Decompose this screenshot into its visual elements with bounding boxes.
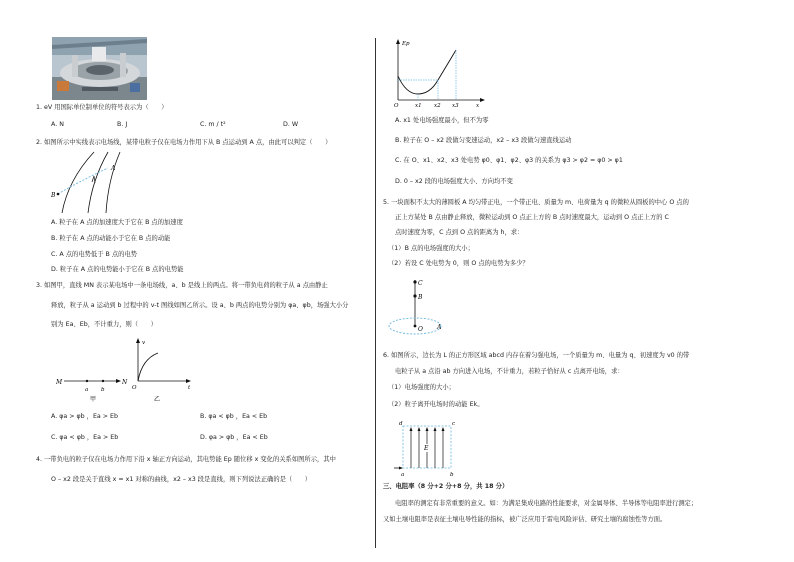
q3-stem-line2: 释放，粒子从 a 运动到 b 过程中的 v-t 图线如图乙所示。设 a、b 两点的电势分别为 φa、φb，场强大小分 — [51, 302, 349, 309]
q5-label-b: B — [418, 294, 423, 301]
q6-sub2: （2）粒子离开电场时的动能 Ek。 — [388, 401, 484, 408]
section3-heading: 三、电阻率（8 分+2 分+8 分，共 18 分） — [383, 483, 509, 490]
q6-label-e: E — [424, 445, 429, 452]
q4-label-x: x — [476, 103, 480, 109]
q3-label-t: t — [188, 385, 191, 391]
q5-stem-line3: 点时速度为零，C 点到 O 点的距离为 h，求： — [395, 229, 524, 236]
q4-stem-line1: 4. 一带负电的粒子仅在电场力作用下沿 x 轴正方向运动，其电势能 Ep 随位移 x 变化的关系如图所示，其中 — [36, 456, 336, 463]
q6-field-square-figure — [393, 418, 463, 478]
q3-label-o: O — [132, 385, 137, 391]
q3-label-jia: 甲 — [90, 396, 97, 403]
q4-option-d: D. 0 – x2 段的电场强度大小、方向均不变 — [395, 178, 513, 185]
q6-label-c: c — [452, 421, 456, 427]
q5-stem-line1: 5. 一块面积不太大的薄圆板 A 均匀带正电，一个带正电、质量为 m、电荷量为 q 的微粒从圆板的中心 O 点的 — [383, 199, 689, 206]
q5-label-a: A — [437, 324, 442, 331]
q6-label-d: d — [399, 421, 403, 427]
q2-label-b: B — [51, 192, 56, 199]
q3-stem-line1: 3. 如图甲，直线 MN 表示某电场中一条电场线，a、b 是线上的两点。将一带负电荷的粒子从 a 点由静止 — [36, 282, 328, 289]
q5-label-o: O — [418, 326, 423, 333]
q5-sub2: （2）若设 C 处电势为 0，则 O 点的电势为多少？ — [388, 260, 529, 267]
q4-option-b: B. 粒子在 O – x2 段做匀变速运动，x2 – x3 段做匀速直线运动 — [395, 137, 572, 144]
q3-option-b: B. φa < φb ，Ea < Eb — [200, 413, 268, 420]
q2-option-a: A. 粒子在 A 点的加速度大于它在 B 点的加速度 — [51, 219, 183, 226]
q3-label-n: N — [122, 379, 128, 386]
column-divider — [375, 38, 376, 548]
q3-label-m: M — [56, 379, 63, 386]
q4-label-x2: x2 — [434, 103, 441, 109]
q1-option-a: A. N — [51, 121, 64, 128]
q4-ep-x-graph — [390, 36, 490, 108]
q3-label-yi: 乙 — [154, 396, 161, 403]
q3-label-v: v — [142, 340, 146, 346]
q2-option-c: C. A 点的电势低于 B 点的电势 — [51, 251, 138, 258]
q4-label-o: O — [394, 103, 399, 109]
q1-option-c: C. m / t² — [200, 121, 226, 128]
q2-label-a: A — [111, 165, 116, 172]
q3-label-b: b — [101, 387, 105, 393]
q3-option-a: A. φa > φb ，Ea > Eb — [51, 413, 119, 420]
q1-option-d: D. W — [283, 121, 299, 128]
q3-option-d: D. φa > φb ，Ea < Eb — [200, 434, 268, 441]
q6-stem-line2: 电粒子从 a 点沿 ab 方向进入电场，不计重力，若粒子恰好从 c 点离开电场，求： — [395, 368, 624, 375]
q4-stem-line2: O – x2 段是关于直线 x = x1 对称的曲线，x2 – x3 段是直线，则下列说法正确的是（ ） — [51, 476, 312, 483]
q6-sub1: （1）电场强度的大小； — [388, 384, 455, 391]
q2-option-d: D. 粒子在 A 点的电势能小于它在 B 点的电势能 — [51, 266, 184, 273]
q3-stem-line3: 别为 Ea、Eb，不计重力，则（ ） — [51, 321, 157, 328]
q5-figure — [385, 276, 445, 338]
q4-option-a: A. x1 处电场强度最小，但不为零 — [395, 117, 489, 124]
q5-stem-line2: 正上方某处 B 点由静止释放，微粒运动到 O 点正上方的 B 点时速度最大，运动到 O 点正上方的 C — [395, 214, 669, 221]
q4-label-ep: Ep — [402, 41, 410, 47]
q2-stem: 2. 如图所示中实线表示电场线，某带电粒子仅在电场力作用下从 B 点运动到 A 点，由此可以判定（ ） — [36, 139, 332, 146]
factory-photo — [52, 37, 147, 100]
q6-label-a: a — [401, 472, 405, 478]
q1-stem: 1. eV 用国际单位制单位的符号表示为（ ） — [36, 104, 168, 111]
q1-option-b: B. J — [117, 121, 128, 128]
q4-label-x3: x3 — [452, 103, 459, 109]
q3-label-a: a — [85, 387, 89, 393]
q2-option-b: B. 粒子在 A 点的动能小于它在 B 点的动能 — [51, 235, 171, 242]
q4-option-c: C. 在 O、x1、x2、x3 处电势 φ0、φ1、φ2、φ3 的关系为 φ3 > φ2 = φ0 > φ1 — [395, 157, 623, 164]
q6-label-b: b — [450, 472, 454, 478]
q2-field-line-figure — [48, 150, 138, 215]
section3-line2: 又如土壤电阻率是表征土壤电导性能的指标，被广泛应用于雷电风险评估、研究土壤的腐蚀性等方面。 — [383, 516, 667, 523]
q4-label-x1: x1 — [415, 103, 422, 109]
q5-sub1: （1）B 点的电场强度的大小； — [388, 245, 474, 252]
section3-line1: 电阻率的测定有非常重要的意义。如：为满足集成电路的性能要求，对金属导体、半导体等电阻率进行测定； — [395, 500, 698, 507]
q3-figure — [50, 337, 200, 405]
q6-stem-line1: 6. 如图所示，边长为 L 的正方形区域 abcd 内存在着匀强电场，一个质量为 m、电量为 q、初速度为 v0 的带 — [383, 352, 690, 359]
q5-label-c: C — [418, 280, 423, 287]
q3-option-c: C. φa < φb ，Ea > Eb — [51, 434, 119, 441]
